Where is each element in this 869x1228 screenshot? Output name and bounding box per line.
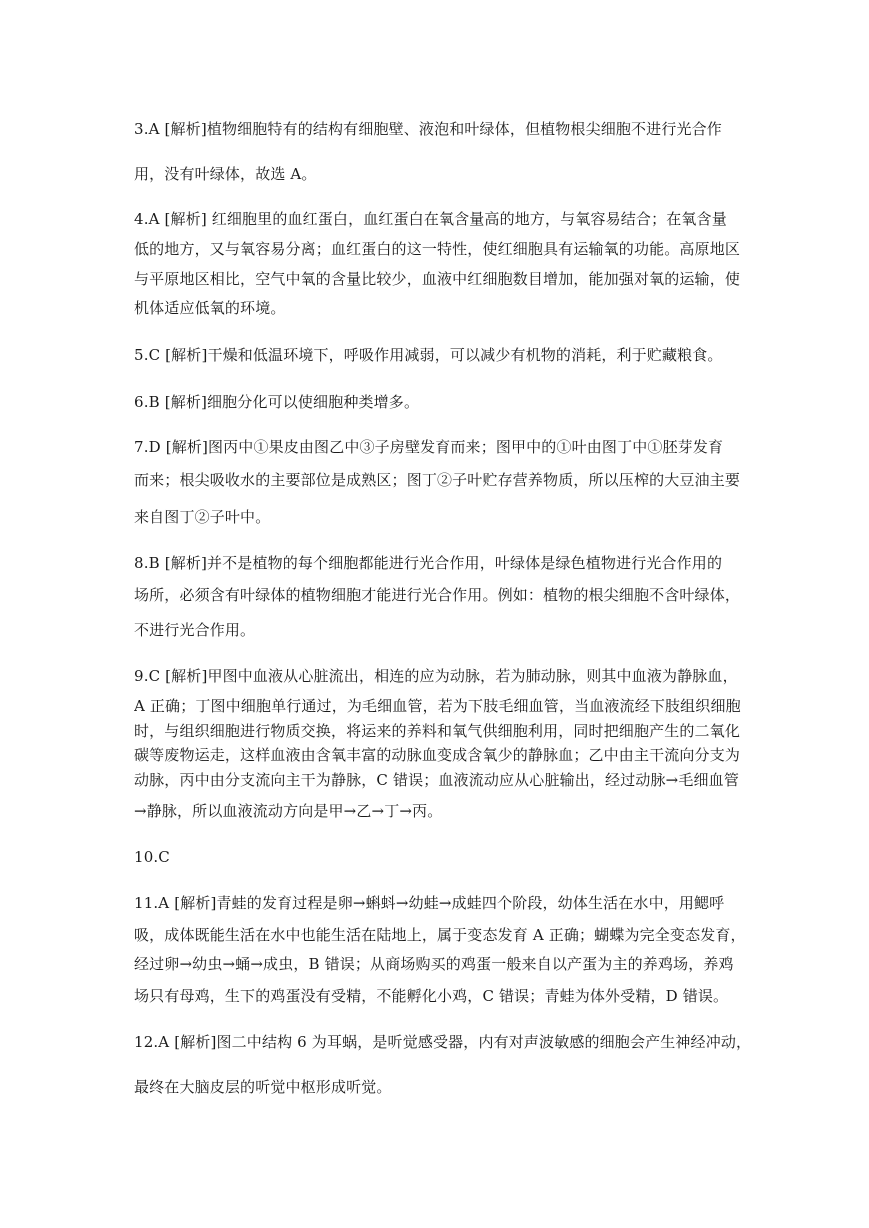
answer-6-line-1: 6.B [解析]细胞分化可以使细胞种类增多。 [134, 393, 420, 411]
answer-7-line-3: 来自图丁②子叶中。 [134, 508, 271, 526]
answer-9-line-1: 9.C [解析]甲图中血液从心脏流出，相连的应为动脉，若为肺动脉，则其中血液为静脉血， [134, 667, 738, 685]
answer-4-line-1: 4.A [解析] 红细胞里的血红蛋白，血红蛋白在氧含量高的地方，与氧容易结合；在氧含量 [134, 210, 727, 228]
answer-4-line-3: 与平原地区相比，空气中氧的含量比较少，血液中红细胞数目增加，能加强对氧的运输，使 [134, 270, 741, 288]
answer-4-line-2: 低的地方，又与氧容易分离；血红蛋白的这一特性，使红细胞具有运输氧的功能。高原地区 [134, 240, 741, 258]
answer-10-line-1: 10.C [134, 848, 170, 866]
answer-7-line-2: 而来；根尖吸收水的主要部位是成熟区；图丁②子叶贮存营养物质，所以压榨的大豆油主要 [134, 471, 741, 489]
answer-11-line-3: 经过卵→幼虫→蛹→成虫，B 错误；从商场购买的鸡蛋一般来自以产蛋为主的养鸡场，养鸡 [134, 955, 734, 973]
answer-12-line-1: 12.A [解析]图二中结构 6 为耳蜗，是听觉感受器，内有对声波敏感的细胞会产生神经冲动， [134, 1033, 752, 1051]
answer-5-line-1: 5.C [解析]干燥和低温环境下，呼吸作用减弱，可以减少有机物的消耗，利于贮藏粮食。 [134, 346, 723, 364]
answer-3-line-2: 用，没有叶绿体，故选 A。 [134, 165, 317, 183]
answer-8-line-2: 场所，必须含有叶绿体的植物细胞才能进行光合作用。例如：植物的根尖细胞不含叶绿体， [134, 586, 741, 604]
answer-4-line-4: 机体适应低氧的环境。 [134, 299, 286, 317]
answer-11-line-4: 场只有母鸡，生下的鸡蛋没有受精，不能孵化小鸡，C 错误；青蛙为体外受精，D 错误。 [134, 987, 729, 1005]
answer-9-line-2: A 正确；丁图中细胞单行通过，为毛细血管，若为下肢毛细血管，当血液流经下肢组织细胞 [134, 697, 741, 715]
answer-11-line-2: 吸，成体既能生活在水中也能生活在陆地上，属于变态发育 A 正确；蝴蝶为完全变态发育， [134, 926, 746, 944]
answer-9-line-3: 时，与组织细胞进行物质交换，将运来的养料和氧气供细胞利用，同时把细胞产生的二氧化 [134, 722, 741, 740]
answer-12-line-2: 最终在大脑皮层的听觉中枢形成听觉。 [134, 1078, 392, 1096]
answer-3-line-1: 3.A [解析]植物细胞特有的结构有细胞壁、液泡和叶绿体，但植物根尖细胞不进行光合作 [134, 120, 722, 138]
answer-9-line-4: 碳等废物运走，这样血液由含氧丰富的动脉血变成含氧少的静脉血；乙中由主干流向分支为 [134, 746, 741, 764]
answer-11-line-1: 11.A [解析]青蛙的发育过程是卵→蝌蚪→幼蛙→成蛙四个阶段，幼体生活在水中，用鳃呼 [134, 894, 725, 912]
answer-8-line-1: 8.B [解析]并不是植物的每个细胞都能进行光合作用，叶绿体是绿色植物进行光合作用的 [134, 554, 723, 572]
answer-7-line-1: 7.D [解析]图丙中①果皮由图乙中③子房壁发育而来；图甲中的①叶由图丁中①胚芽发育 [134, 438, 724, 456]
answer-9-line-6: →静脉，所以血液流动方向是甲→乙→丁→丙。 [134, 802, 443, 820]
answer-9-line-5: 动脉，丙中由分支流向主干为静脉，C 错误；血液流动应从心脏输出，经过动脉→毛细血管 [134, 771, 739, 789]
answer-8-line-3: 不进行光合作用。 [134, 621, 256, 639]
